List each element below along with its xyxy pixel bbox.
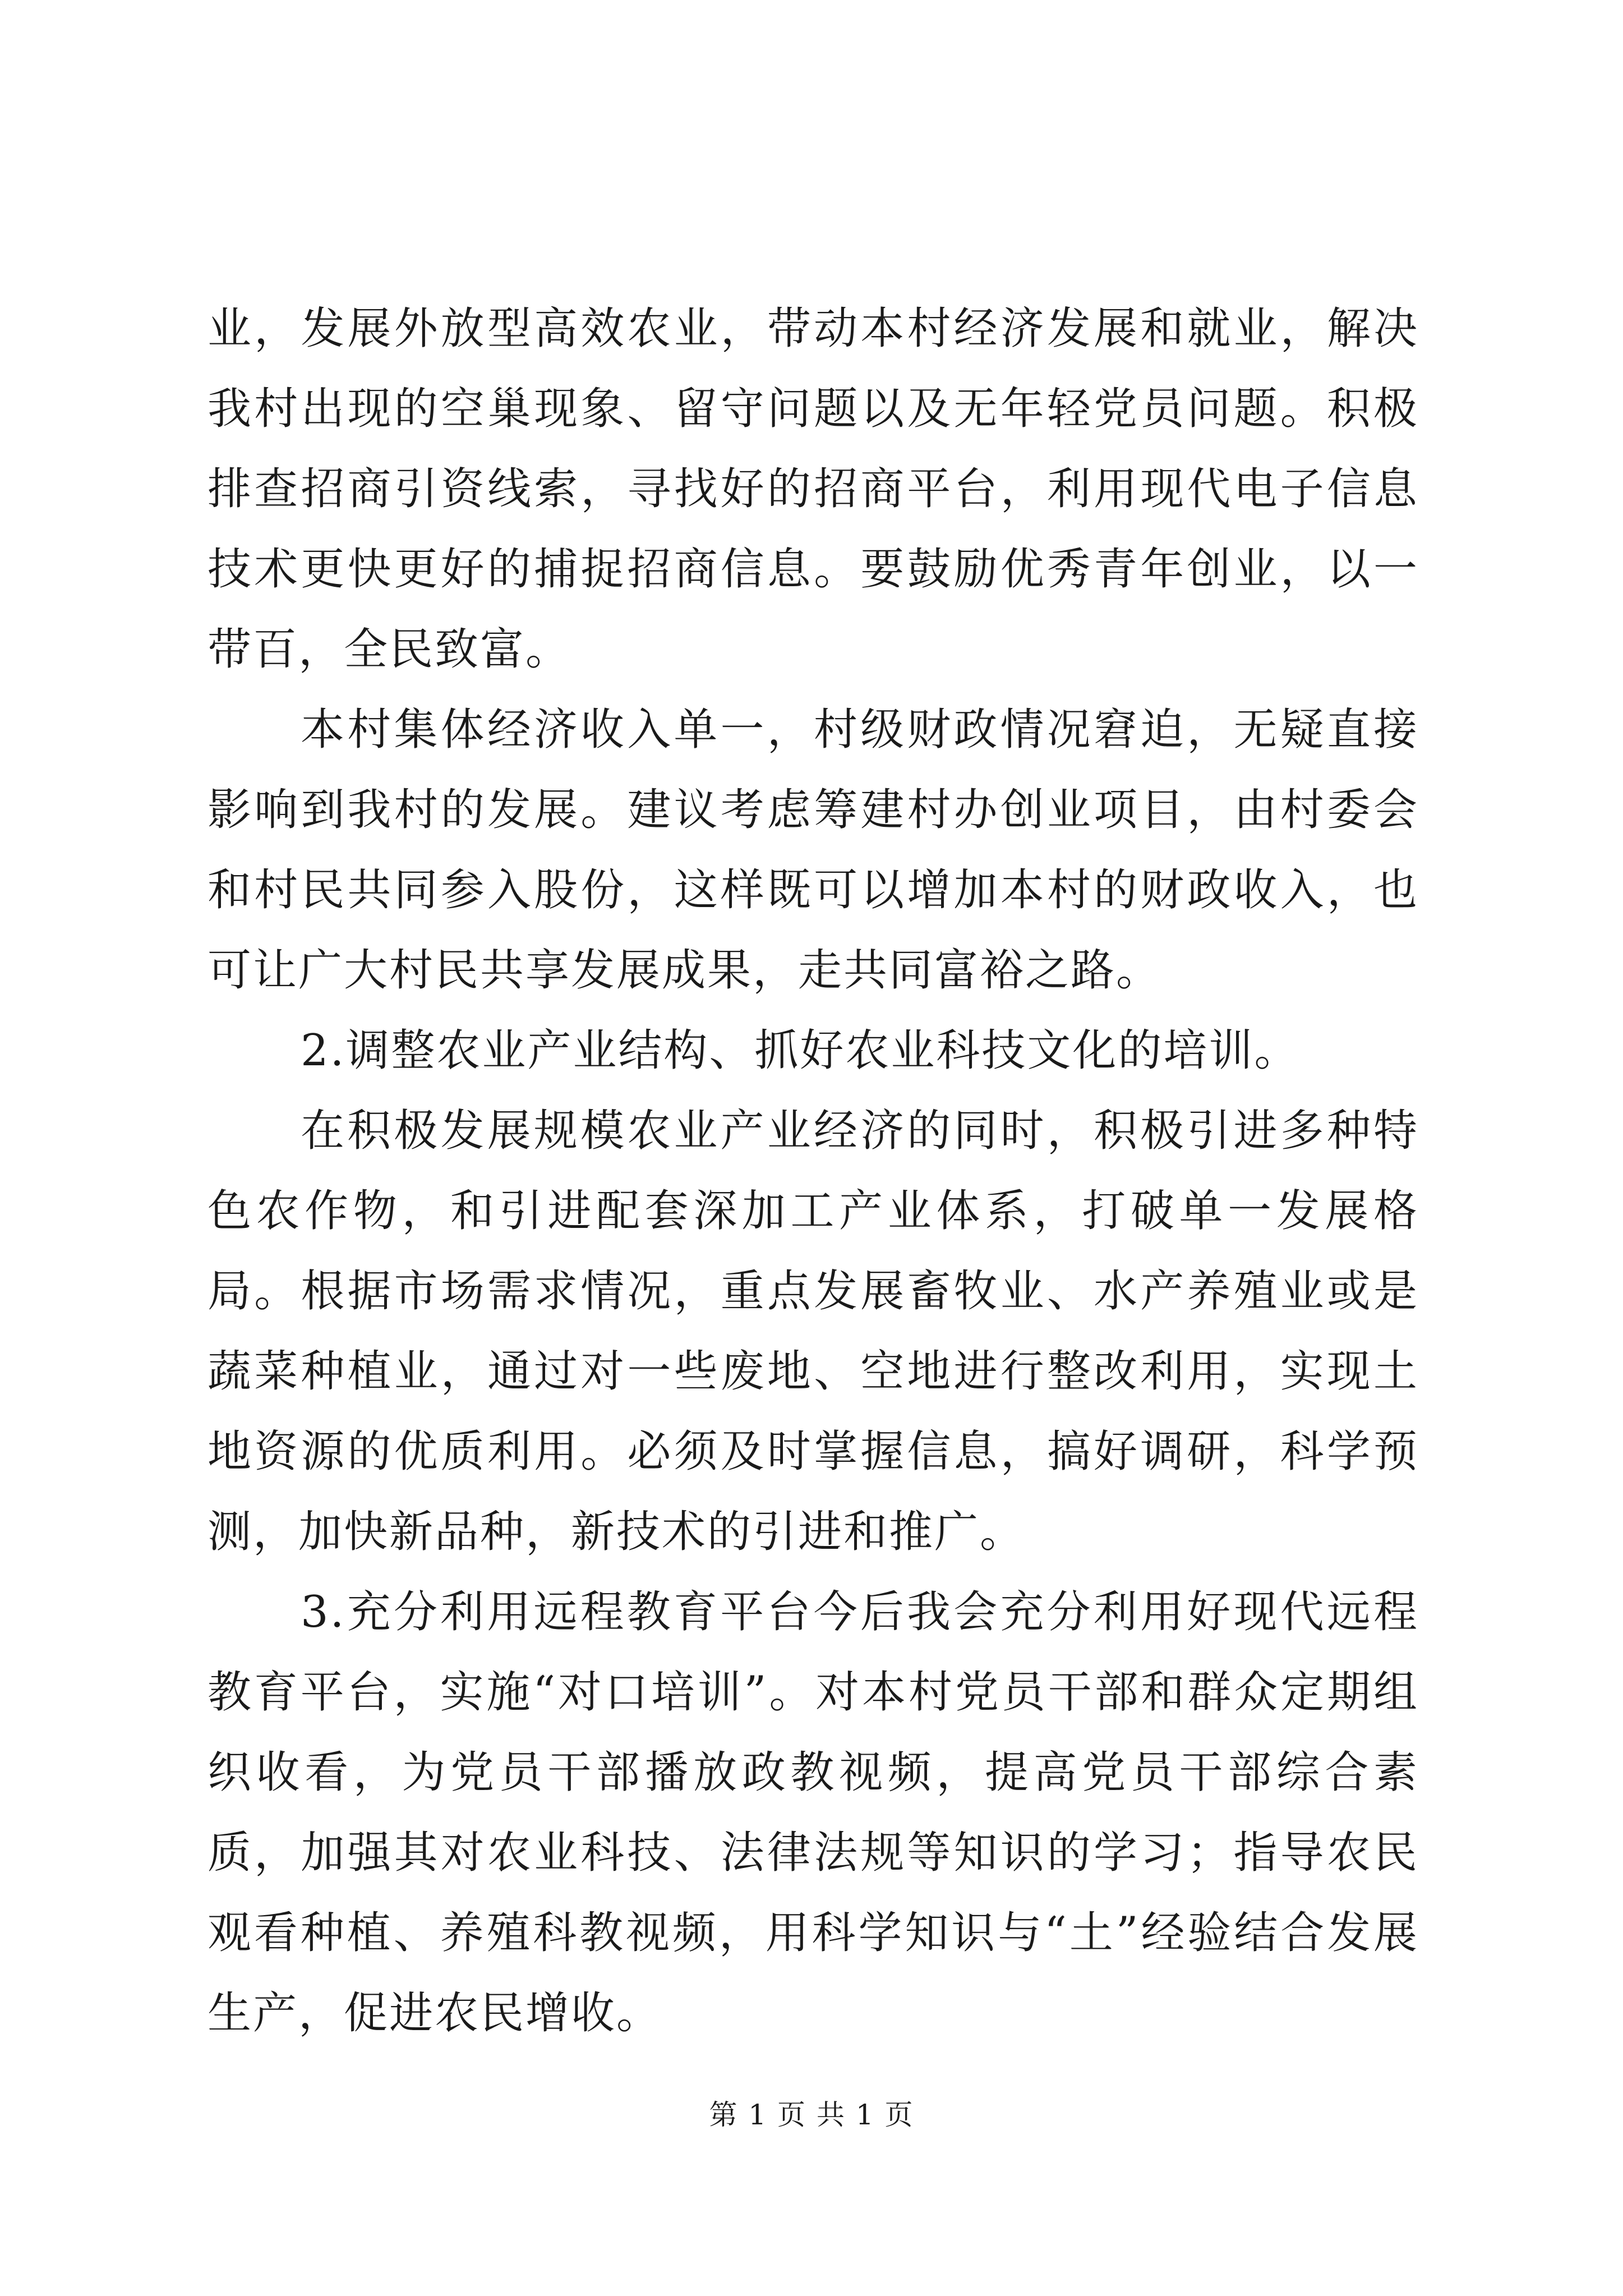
paragraph-agriculture-structure: 在积极发展规模农业产业经济的同时，积极引进多种特色农作物，和引进配套深加工产业体系，打破单一发展格局。根据市场需求情况，重点发展畜牧业、水产养殖业或是蔬菜种植业，通过对一些废地、空地进行整改利用，实现土地资源的优质利用。必须及时掌握信息，搞好调研，科学预测，加快新品种，新技术的引进和推广。 <box>208 1106 1419 1557</box>
page-number-footer: 第 1 页 共 1 页 <box>709 2099 914 2131</box>
paragraph-collective-economy: 本村集体经济收入单一，村级财政情况窘迫，无疑直接影响到我村的发展。建议考虑筹建村办创业项目，由村委会和村民共同参入股份，这样既可以增加本村的财政收入，也可让广大村民共享发展成果，走共同富裕之路。 <box>208 705 1419 996</box>
section-heading-2: 2.调整农业产业结构、抓好农业科技文化的培训。 <box>301 1025 1300 1076</box>
paragraph-continuation: 业，发展外放型高效农业，带动本村经济发展和就业，解决我村出现的空巢现象、留守问题以及无年轻党员问题。积极排查招商引资线索，寻找好的招商平台，利用现代电子信息技术更快更好的捕捉招商信息。要鼓励优秀青年创业，以一带百，全民致富。 <box>208 303 1419 675</box>
section-heading-3-paragraph: 3.充分利用远程教育平台今后我会充分利用好现代远程教育平台，实施“对口培训”。对本村党员干部和群众定期组织收看，为党员干部播放政教视频，提高党员干部综合素质，加强其对农业科技、法律法规等知识的学习；指导农民观看种植、养殖科教视频，用科学知识与“土”经验结合发展生产，促进农民增收。 <box>208 1587 1419 2039</box>
document-body <box>208 289 1419 2054</box>
